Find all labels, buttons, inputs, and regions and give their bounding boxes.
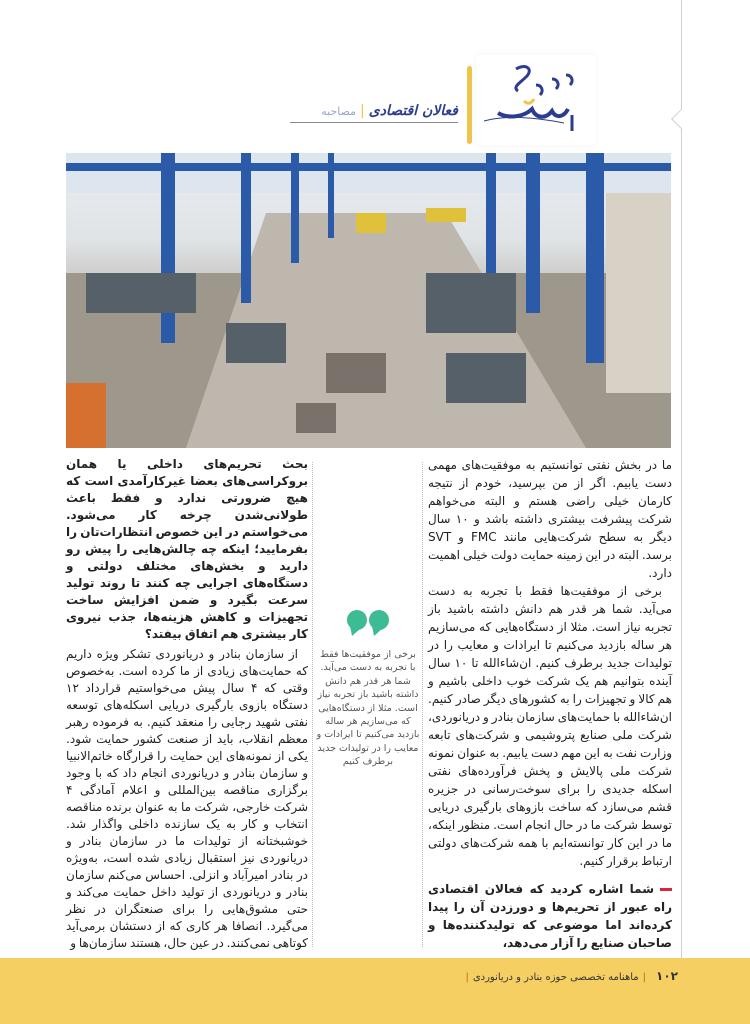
accent-bar: [467, 66, 472, 144]
pull-quote: [316, 610, 420, 769]
interview-question: بحث تحریم‌های داخلی یا همان بروکراسی‌های بعضا غیرکارآمدی است که هیچ ضرورتی ندارد و فقط باعث طولانی‌شدن چرخه کار می‌شود. می‌خواستم در این خصوص انتظارات‌تان را بفرمایید؛ اینکه چه چالش‌هایی را پیش رو دارید و بخش‌های مختلف دولتی و دستگاه‌های اجرایی چه کنند تا روند تولید سرعت بگیرد و ضمن افزایش ساخت تجهیزات و کاهش هزینه‌ها، جذب نیروی کار بیشتری هم اتفاق بیفتد؟: [66, 457, 308, 641]
factory-photo: [66, 153, 671, 448]
footer: [0, 958, 750, 1024]
interview-question: [428, 880, 672, 952]
footer-separator: |: [465, 972, 469, 983]
section-title: [290, 100, 458, 123]
column-divider: [422, 462, 423, 947]
page-edge: [681, 0, 682, 958]
page-tab-notch: [671, 109, 691, 129]
footer-separator: |: [642, 972, 647, 983]
footer-text: [461, 969, 678, 983]
paragraph: از سازمان بنادر و دریانوردی تشکر ویژه داریم که حمایت‌های زیادی از ما کرده است. به‌خصوص وقتی که ۴ سال پیش می‌خواستیم قرارداد ۱۲ دستگاه بازوی بارگیری دریایی اسکله‌های توسعه نفتی شهید رجایی را منعقد کنیم. به فرموده رهبر معظم انقلاب، باید از صنعت کشور حمایت شود. یکی از نمونه‌های این حمایت را قرارگاه خاتم‌الانبیا و سازمان بنادر و دریانوردی انجام داد که با وجود برگزاری مناقصه بین‌المللی و اعلام آمادگی ۴ شرکت خارجی، شرکت ما به عنوان برنده مناقصه انتخاب و کار به یک سازنده داخلی واگذار شد. خوشبختانه از تولیدات ما در سازمان بنادر و دریانوردی نیز استقبال زیادی شده است، به‌ویژه در بنادر امیرآباد و انزلی. احساس می‌کنم سازمان بنادر و دریانوردی از تولید داخل حمایت می‌کند و حتی مشوق‌هایی را برای صنعتگران در نظر می‌گیرد. انصافا هر کاری که از دستشان برمی‌آید کوتاهی نمی‌کنند. در عین حال، هستند سازمان‌ها و: [66, 647, 309, 950]
pull-quote-text: برخی از موفقیت‌ها فقط با تجربه به دست می‌آید. شما هر قدر هم دانش داشته باشید باز تجربه نیاز است. مثلا از دستگاه‌هایی که می‌سازیم هر ساله بازدید می‌کنیم تا ایرادات و معایب را در تولیدات جدید برطرف کنیم: [316, 649, 420, 768]
magazine-logo: [476, 55, 596, 145]
section-separator: |: [360, 103, 365, 119]
right-column: [428, 456, 672, 952]
paragraph: برخی از موفقیت‌ها فقط با تجربه به دست می‌آید. شما هر قدر هم دانش داشته باشید باز تجربه نیاز است. مثلا از دستگاه‌هایی که می‌سازیم هر ساله بازدید می‌کنیم تا ایرادات و معایب را در تولیدات جدید برطرف کنیم. ان‌شاءالله تا ۱۰ سال آینده بتوانیم هم یک شرکت خوب داخلی باشیم و هم کالا و تجهیزات را به کشورهای دیگر صادر کنیم. ان‌شاءالله با حمایت‌های سازمان بنادر و دریانوردی، شرکت ملی صنایع پتروشیمی و شرکت‌های تابعه وزارت نفت به این مهم دست یابیم. به عنوان نمونه شرکت ملی پالایش و پخش فرآورده‌های نفتی اسکله جدیدی را برای سوخت‌رسانی در جزیره قشم می‌سازد که ساخت بازوهای بارگیری دریایی توسط شرکت ما در حال انجام است. منظور اینکه، ما در این کار توانسته‌ایم با همه شرکت‌های دولتی ارتباط برقرار کنیم.: [428, 584, 672, 868]
page-number: ۱۰۲: [656, 969, 678, 983]
publication-name: ماهنامه تخصصی حوزه بنادر و دریانوردی: [472, 972, 639, 983]
left-column: [66, 456, 308, 952]
question-text: شما اشاره کردید که فعالان اقتصادی راه عبور از تحریم‌ها و دورزدن آن را پیدا کرده‌اند اما موضوعی که تولیدکننده‌ها و صاحبان صنایع را آزار می‌دهد،: [428, 882, 672, 950]
quote-icon: [316, 610, 420, 636]
paragraph: ما در بخش نفتی توانستیم به موفقیت‌های مهمی دست یابیم. اگر از من بپرسید، خودم از نتیجه کارمان خیلی راضی هستم و البته می‌خواهم شرکت پیشرفت بیشتری داشته باشد و ۱۰ سال دیگر به سطح شرکت‌هایی مانند FMC و SVT برسد. البته در این زمینه حمایت دولت خیلی اهمیت دارد.: [428, 458, 672, 580]
section-name: فعالان اقتصادی: [368, 103, 458, 119]
column-divider: [312, 462, 313, 947]
subsection-name: مصاحبه: [321, 105, 357, 118]
question-marker-icon: [660, 888, 672, 891]
